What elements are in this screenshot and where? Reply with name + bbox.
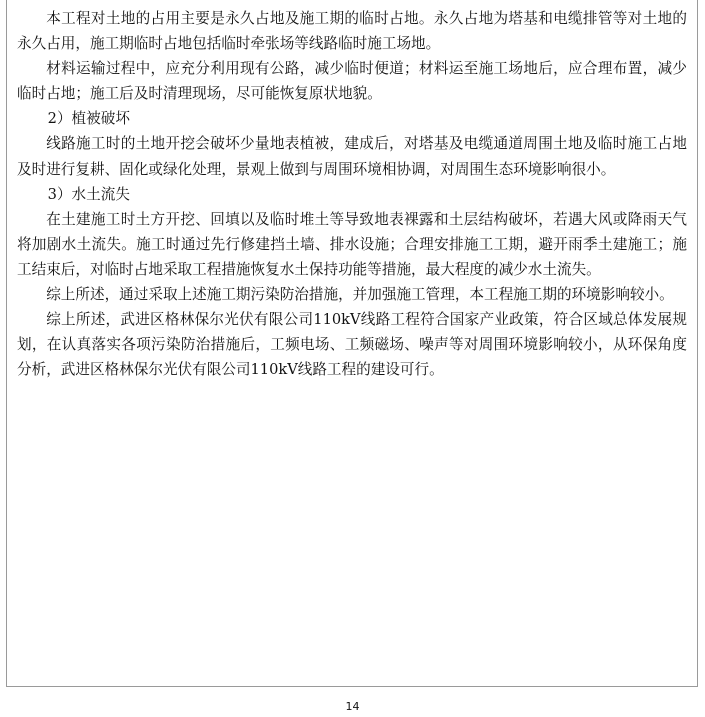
page-number: 14	[345, 700, 360, 713]
paragraph-vegetation-damage: 线路施工时的土地开挖会破坏少量地表植被，建成后，对塔基及电缆通道周围土地及临时施工占地及时进行复耕、固化或绿化处理，景观上做到与周围环境相协调，对周围生态环境影响很小。	[17, 135, 687, 178]
paragraph-summary-construction: 综上所述，通过采取上述施工期污染防治措施，并加强施工管理，本工程施工期的环境影响较小。	[46, 286, 674, 304]
paragraph-soil-erosion: 在土建施工时土方开挖、回填以及临时堆土等导致地表裸露和土层结构破坏，若遇大风或降雨天气将加剧水土流失。施工时通过先行修建挡土墙、排水设施；合理安排施工工期，避开雨季土建施工；施工结束后，对临时占地采取工程措施恢复水土保持功能等措施，最大程度的减少水土流失。	[17, 210, 687, 278]
heading-vegetation-damage: 2）植被破坏	[47, 110, 130, 128]
paragraph-conclusion: 综上所述，武进区格林保尔光伏有限公司110kV线路工程符合国家产业政策，符合区域总体发展规划，在认真落实各项污染防治措施后，工频电场、工频磁场、噪声等对周围环境影响较小，从环保角度分析，武进区格林保尔光伏有限公司110kV线路工程的建设可行。	[17, 311, 687, 379]
document-body	[17, 6, 687, 382]
paragraph-land-occupation: 本工程对土地的占用主要是永久占地及施工期的临时占地。永久占地为塔基和电缆排管等对土地的永久占用，施工期临时占地包括临时牵张场等线路临时施工场地。	[17, 10, 687, 53]
paragraph-material-transport: 材料运输过程中，应充分利用现有公路，减少临时便道；材料运至施工场地后，应合理布置，减少临时占地；施工后及时清理现场，尽可能恢复原状地貌。	[17, 60, 687, 103]
heading-soil-erosion: 3）水土流失	[47, 185, 130, 203]
